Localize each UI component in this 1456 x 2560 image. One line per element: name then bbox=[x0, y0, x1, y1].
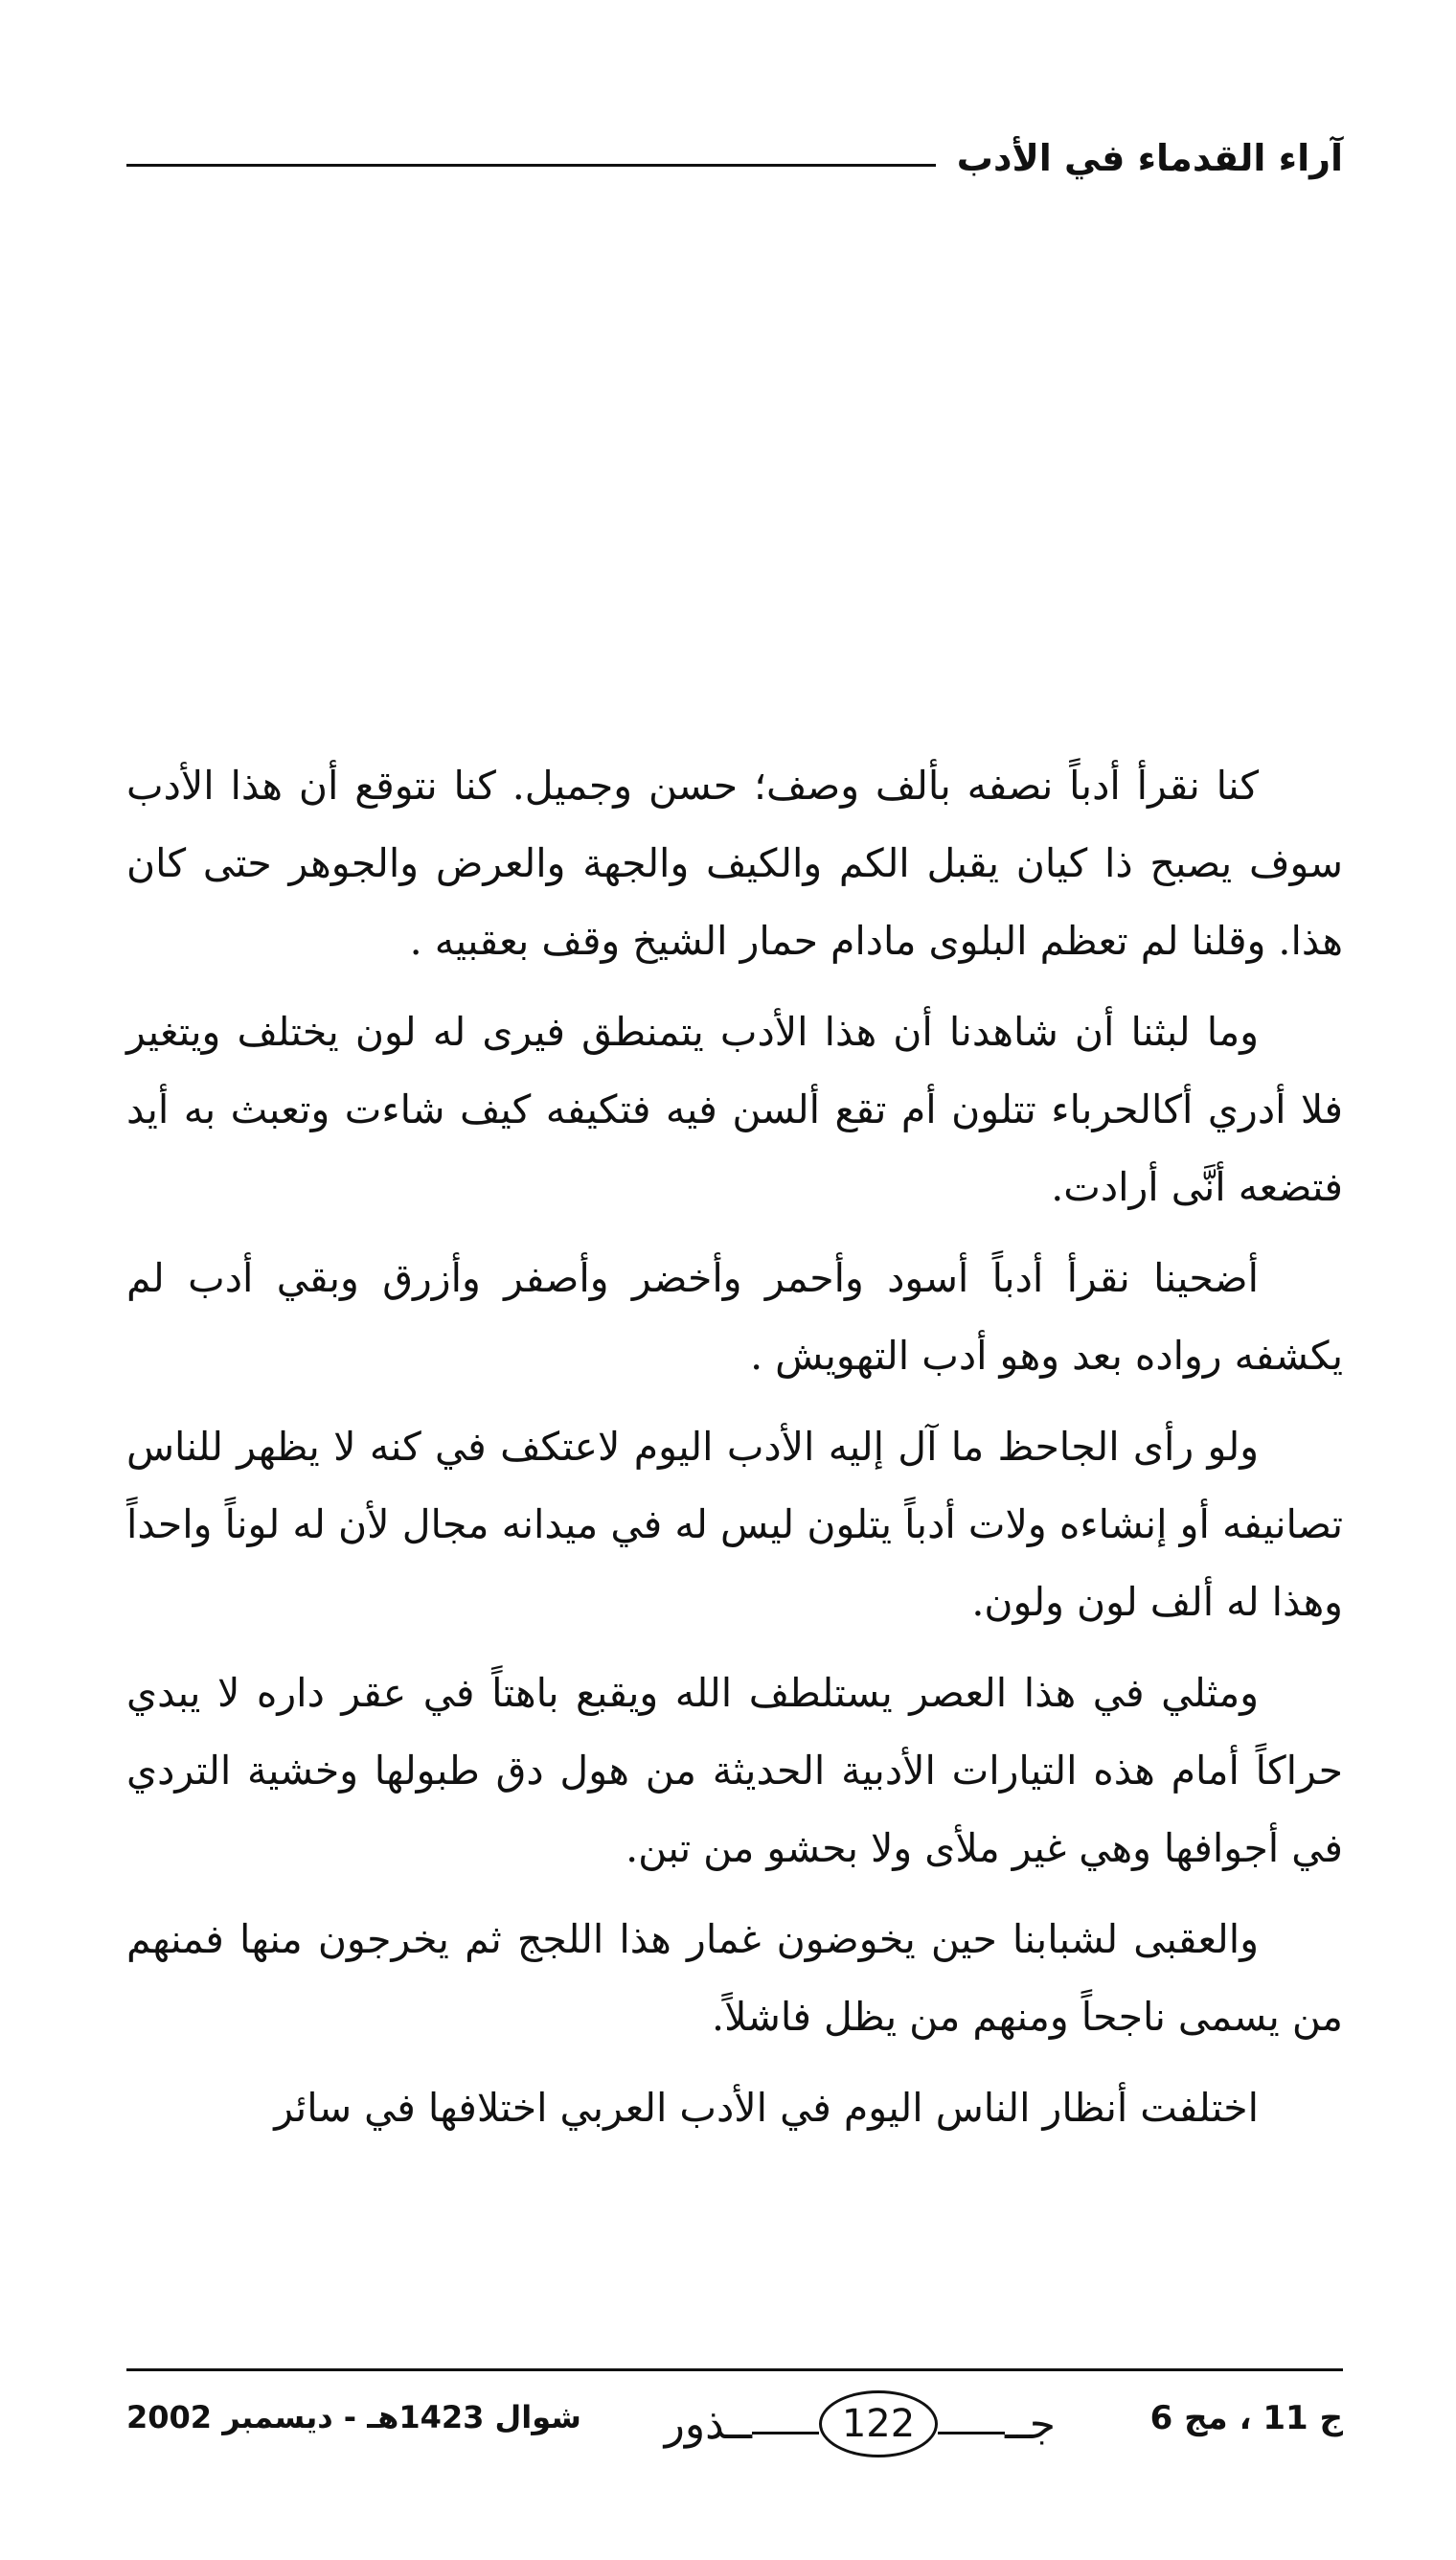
paragraph-1: كنا نقرأ أدباً نصفه بألف وصف؛ حسن وجميل. كنا نتوقع أن هذا الأدب سوف يصبح ذا كيان يقبل الكم والكيف والجهة والعرض والجوهر حتى كان هذا. وقلنا لم تعظم البلوى مادام حمار الشيخ وقف بعقبيه . bbox=[126, 763, 1343, 964]
footer-rule bbox=[126, 2368, 1343, 2371]
journal-name-end: ــذور bbox=[664, 2399, 753, 2449]
journal-dash bbox=[938, 2432, 1005, 2434]
running-title: آراء القدماء في الأدب bbox=[956, 137, 1343, 179]
article-body bbox=[126, 747, 1343, 2160]
running-header bbox=[126, 125, 1343, 192]
journal-name bbox=[665, 2386, 1056, 2462]
paragraph-5: ومثلي في هذا العصر يستلطف الله ويقبع باهتاً في عقر داره لا يبدي حراكاً أمام هذه التيارات الأدبية الحديثة من هول دق طبولها وخشية التردي في أجوافها وهي غير ملأى ولا بحشو من تبن. bbox=[126, 1670, 1343, 1871]
date-label: شوال 1423هـ - ديسمبر 2002 bbox=[126, 2399, 581, 2435]
page-footer bbox=[126, 2386, 1343, 2462]
header-rule bbox=[126, 164, 936, 167]
journal-name-start: جــ bbox=[1005, 2399, 1056, 2449]
page-number: 122 bbox=[819, 2390, 938, 2457]
paragraph-6: والعقبى لشبابنا حين يخوضون غمار هذا اللجج ثم يخرجون منها فمنهم من يسمى ناجحاً ومنهم من يظل فاشلاً. bbox=[126, 1916, 1343, 2040]
journal-dash bbox=[752, 2432, 819, 2434]
paragraph-4: ولو رأى الجاحظ ما آل إليه الأدب اليوم لاعتكف في كنه لا يظهر للناس تصانيفه أو إنشاءه ولات أدباً يتلون ليس له في ميدانه مجال لأن له لوناً واحداً وهذا له ألف لون ولون. bbox=[126, 1424, 1343, 1625]
paragraph-3: أضحينا نقرأ أدباً أسود وأحمر وأخضر وأصفر وأزرق وبقي أدب لم يكشفه رواده بعد وهو أدب التهويش . bbox=[126, 1255, 1343, 1379]
paragraph-2: وما لبثنا أن شاهدنا أن هذا الأدب يتمنطق فيرى له لون يختلف ويتغير فلا أدري أكالحرباء تتلون أم تقع ألسن فيه فتكيفه كيف شاءت وتعبث به أيد فتضعه أنَّى أرادت. bbox=[126, 1009, 1343, 1210]
issue-label: ج 11 ، مج 6 bbox=[1149, 2399, 1343, 2437]
paragraph-7: اختلفت أنظار الناس اليوم في الأدب العربي اختلافها في سائر bbox=[274, 2085, 1259, 2131]
